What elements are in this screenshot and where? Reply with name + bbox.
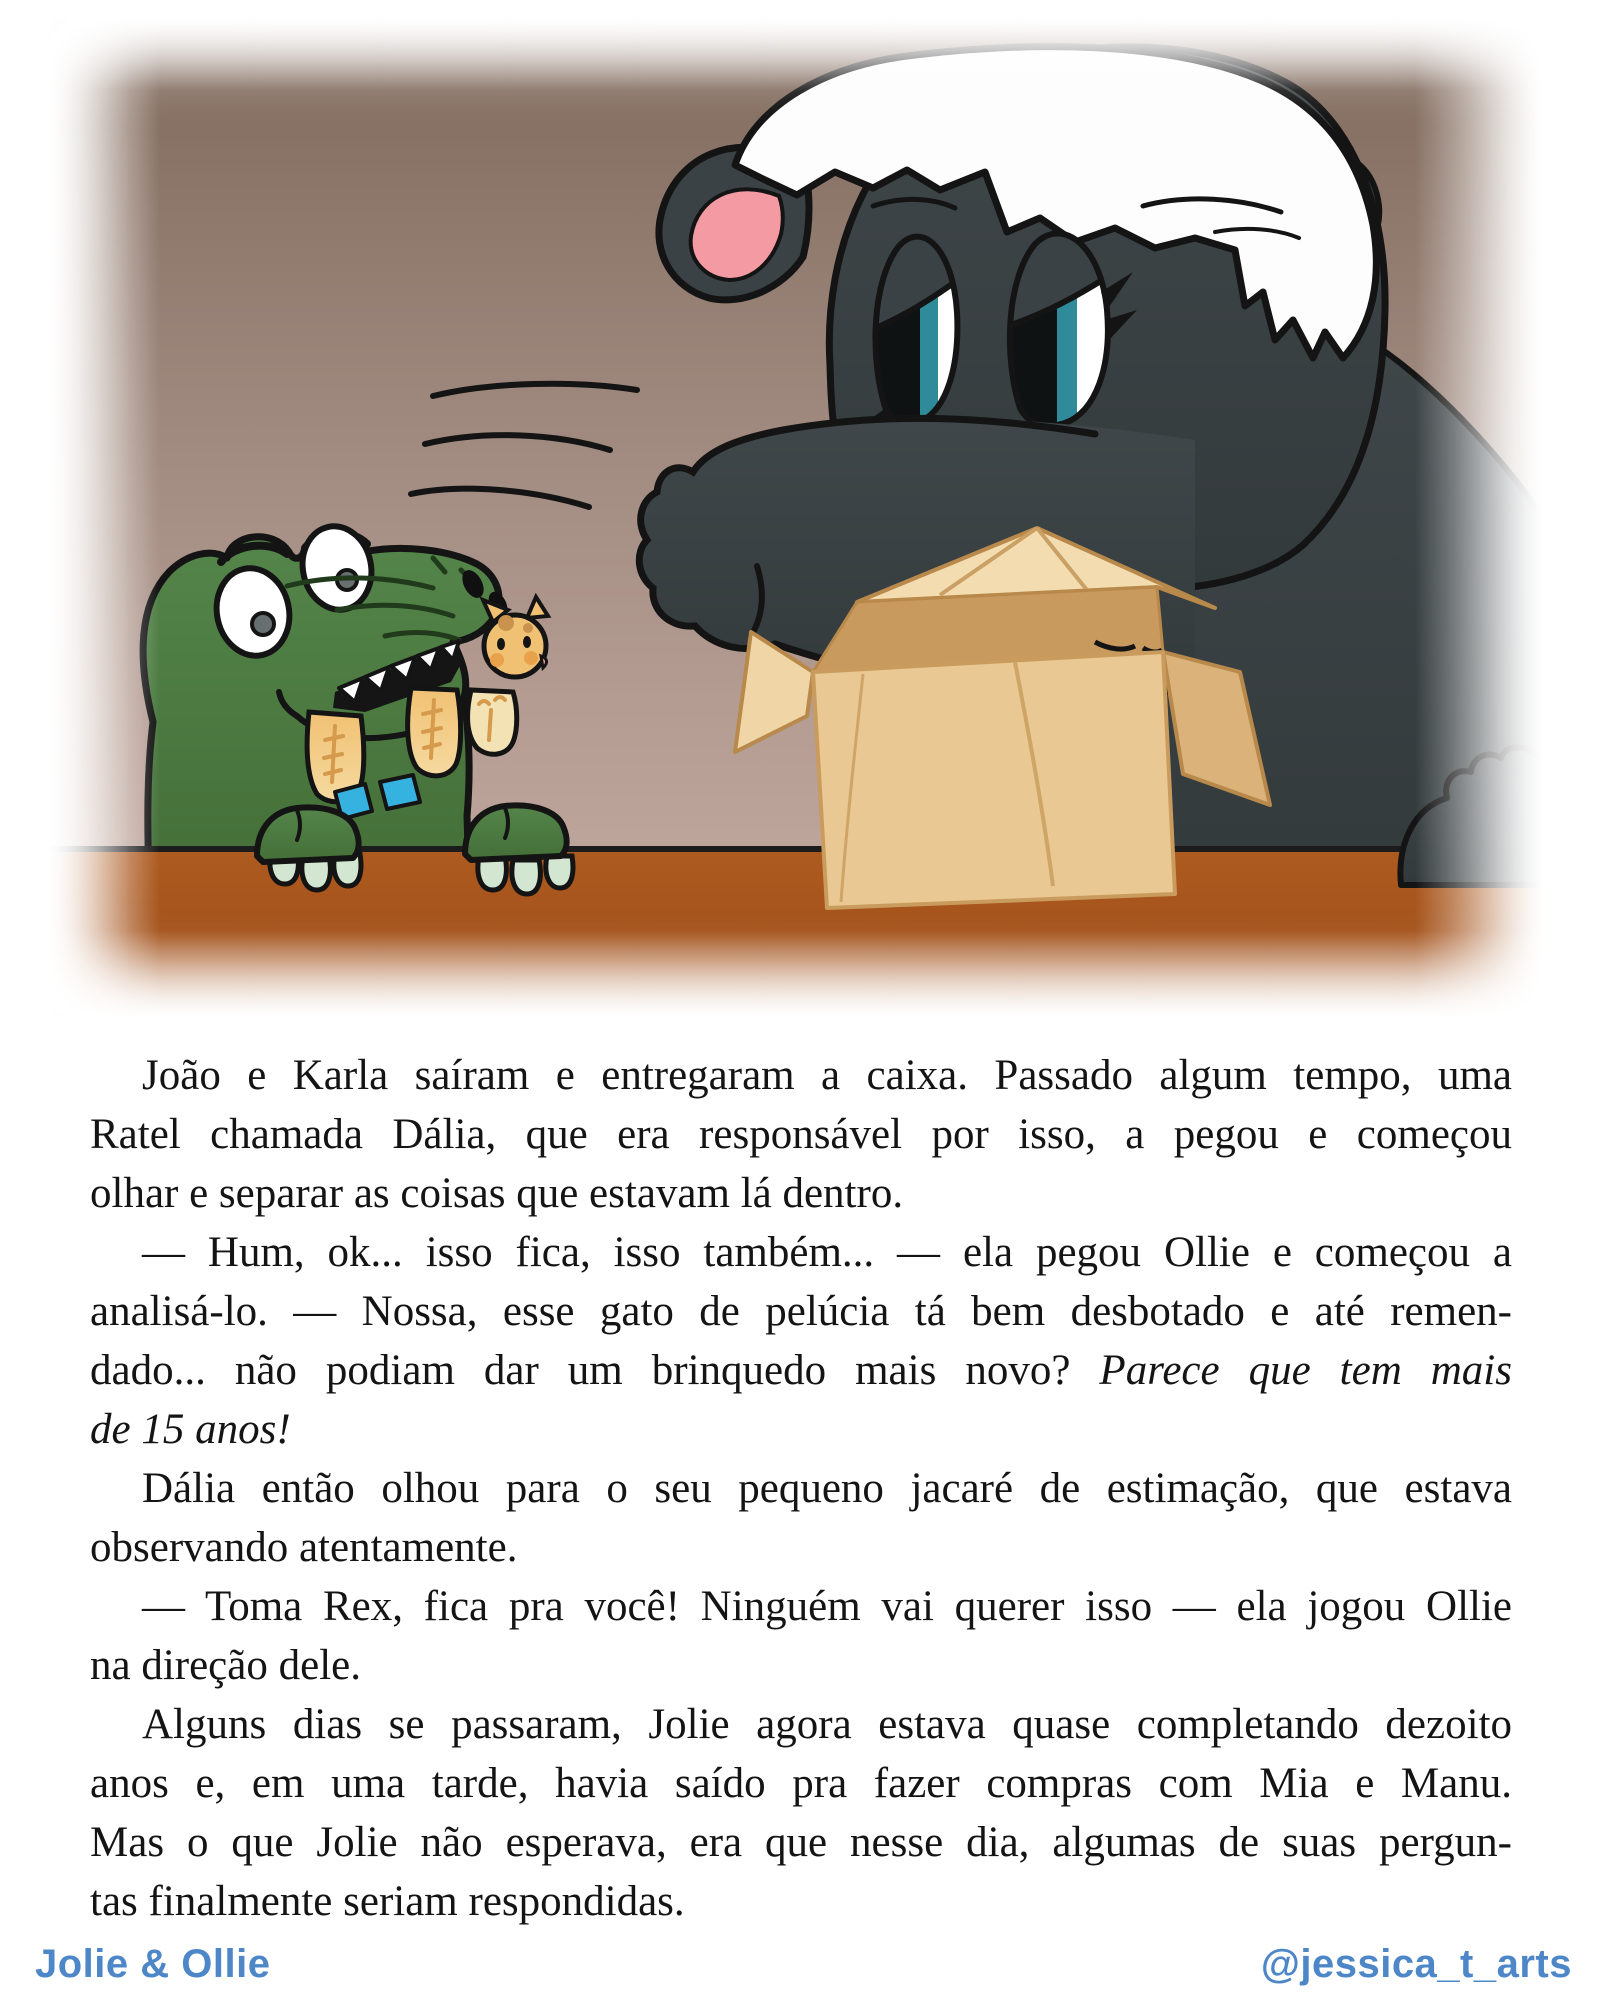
table <box>35 846 1565 1030</box>
story-line: olhar e separar as coisas que estavam lá dentro. <box>90 1170 904 1217</box>
story-line: observando atentamente. <box>90 1524 518 1571</box>
story-line: — Toma Rex, fica pra você! Ninguém vai querer isso — ela jogou Ollie <box>142 1583 1512 1630</box>
story-line: Ratel chamada Dália, que era responsável por isso, a pegou e começou <box>90 1111 1512 1158</box>
story-line: de 15 anos! <box>90 1406 291 1453</box>
illustration-canvas <box>35 10 1565 1030</box>
story-paragraph <box>90 1459 1512 1577</box>
story-line: João e Karla saíram e entregaram a caixa. Passado algum tempo, uma <box>142 1052 1512 1099</box>
story-line: — Hum, ok... isso fica, isso também... — ela pegou Ollie e começou a <box>142 1229 1512 1276</box>
story-line: na direção dele. <box>90 1642 361 1689</box>
story-line: anos e, em uma tarde, havia saído pra fazer compras com Mia e Manu. <box>90 1760 1512 1807</box>
story-line: analisá-lo. — Nossa, esse gato de pelúcia tá bem desbotado e até remen- <box>90 1288 1512 1335</box>
story-line: dado... não podiam dar um brinquedo mais novo? Parece que tem mais <box>90 1347 1512 1394</box>
story-paragraph <box>90 1577 1512 1695</box>
story-line: Dália então olhou para o seu pequeno jacaré de estimação, que estava <box>142 1465 1512 1512</box>
story-line: Mas o que Jolie não esperava, era que nesse dia, algumas de suas pergun- <box>90 1819 1512 1866</box>
footer-credit: @jessica_t_arts <box>1260 1942 1572 1986</box>
story-text <box>90 1046 1512 1931</box>
footer <box>35 1942 1572 1987</box>
footer-brand: Jolie & Ollie <box>35 1942 271 1986</box>
story-paragraph <box>90 1223 1512 1459</box>
story-paragraph <box>90 1695 1512 1931</box>
box-front <box>813 652 1175 908</box>
illustration <box>35 10 1565 1030</box>
story-paragraph <box>90 1046 1512 1223</box>
story-line: Alguns dias se passaram, Jolie agora estava quase completando dezoito <box>142 1701 1512 1748</box>
story-line: tas finalmente seriam respondidas. <box>90 1878 685 1925</box>
